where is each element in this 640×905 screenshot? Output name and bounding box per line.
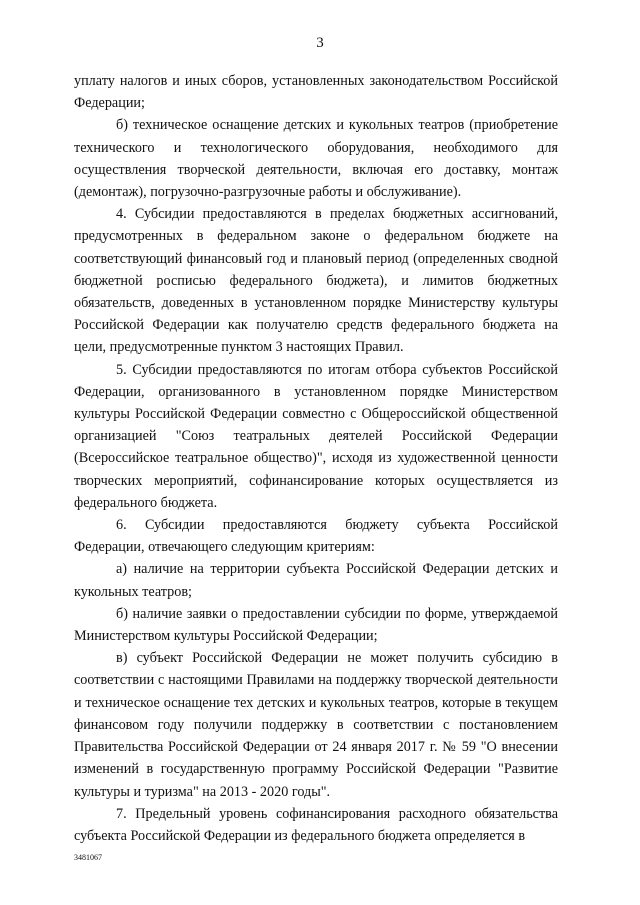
paragraph-continuation: уплату налогов и иных сборов, установленных законодательством Российской Федерации; <box>74 73 558 112</box>
paragraph-7-cofinancing: 7. Предельный уровень софинансирования расходного обязательства субъекта Российской Федерации из федерального бюджета определяется в <box>74 805 558 844</box>
criterion-b-application: б) наличие заявки о предоставлении субсидии по форме, утверждаемой Министерством культуры Российской Федерации; <box>74 605 558 645</box>
paragraph-6-criteria: 6. Субсидии предоставляются бюджету субъекта Российской Федерации, отвечающего следующим критериям: <box>74 517 558 556</box>
paragraph-item-b-equipment: б) техническое оснащение детских и кукольных театров (приобретение технического и технологического оборудования, необходимого для осуществления творческой деятельности, включая его доставку, монтаж (демонтаж), погрузочно-разгрузочные работы и обслуживание). <box>74 117 558 201</box>
document-body <box>74 70 558 847</box>
paragraph-5-selection: 5. Субсидии предоставляются по итогам отбора субъектов Российской Федерации, организованного в установленном порядке Министерством культуры Российской Федерации совместно с Общероссийской общественной организацией "Союз театральных деятелей Российской Федерации (Всероссийское театральное общество)", исходя из художественной ценности творческих мероприятий, софинансирование которых осуществляется из федерального бюджета. <box>74 361 558 511</box>
document-code: 3481067 <box>74 853 102 862</box>
page-number: 3 <box>316 35 324 51</box>
criterion-a-theatres: а) наличие на территории субъекта Российской Федерации детских и кукольных театров; <box>74 561 558 600</box>
paragraph-4-budget-limits: 4. Субсидии предоставляются в пределах бюджетных ассигнований, предусмотренных в федеральном законе о федеральном бюджете на соответствующий финансовый год и плановый период (определенных сводной бюджетной росписью федерального бюджета), и лимитов бюджетных обязательств, доведенных в установленном порядке Министерству культуры Российской Федерации как получателю средств федерального бюджета на цели, предусмотренные пунктом 3 настоящих Правил. <box>74 206 558 356</box>
criterion-c-restriction: в) субъект Российской Федерации не может получить субсидию в соответствии с настоящими Правилами на поддержку творческой деятельности и техническое оснащение тех детских и кукольных театров, которые в текущем финансовом году получили поддержку в соответствии с постановлением Правительства Российской Федерации от 24 января 2017 г. № 59 "О внесении изменений в государственную программу Российской Федерации "Развитие культуры и туризма" на 2013 - 2020 годы". <box>74 650 558 800</box>
